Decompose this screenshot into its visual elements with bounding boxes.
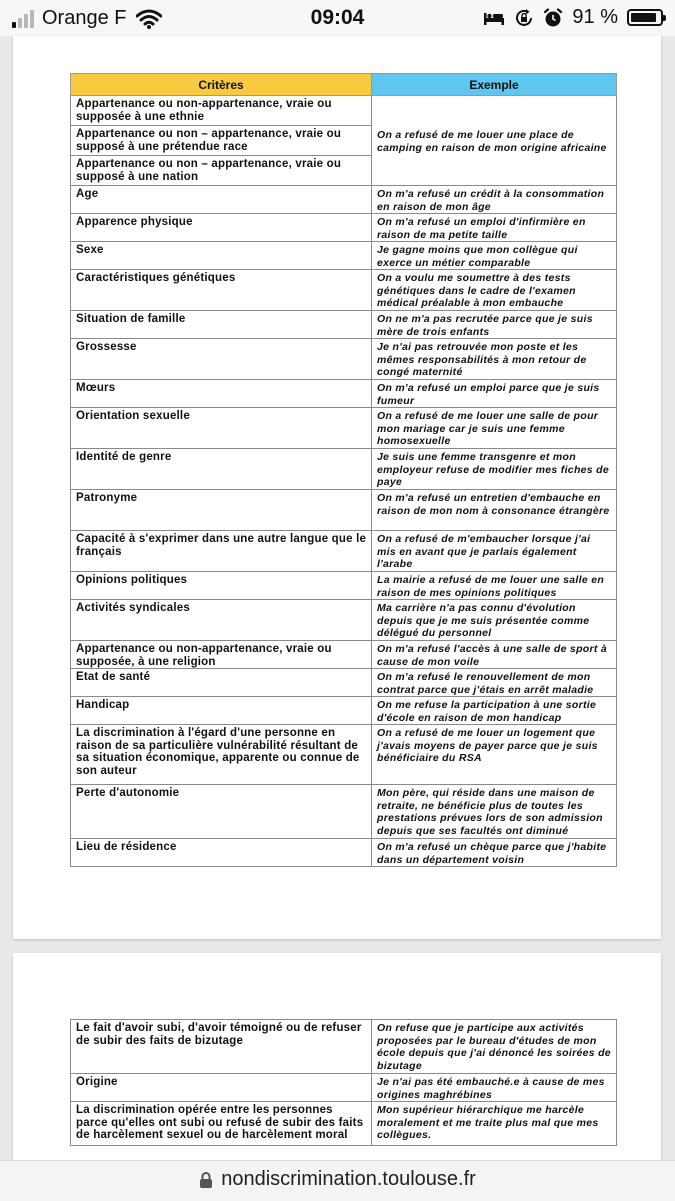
example-cell: On a refusé de me louer un logement que j'avais moyens de payer parce que je suis bénéficiaire du RSA xyxy=(372,725,617,785)
example-cell: On ne m'a pas recrutée parce que je suis mère de trois enfants xyxy=(372,311,617,339)
table-row xyxy=(71,380,617,408)
table-row xyxy=(71,96,617,126)
example-cell: On me refuse la participation à une sortie d'école en raison de mon handicap xyxy=(372,697,617,725)
carrier-name: Orange F xyxy=(42,7,127,29)
criteria-cell: Appartenance ou non-appartenance, vraie ou supposée, à une religion xyxy=(71,641,372,669)
status-clock: 09:04 xyxy=(310,6,365,29)
example-cell: On a refusé de me louer une salle de pour mon mariage car je suis une femme homosexuelle xyxy=(372,408,617,449)
example-cell: On m'a refusé un emploi d'infirmière en raison de ma petite taille xyxy=(372,214,617,242)
table-row xyxy=(71,531,617,572)
table-row xyxy=(71,270,617,311)
table-row xyxy=(71,408,617,449)
status-bar xyxy=(0,0,675,36)
header-criteria: Critères xyxy=(71,74,372,96)
criteria-cell: Mœurs xyxy=(71,380,372,408)
lock-icon xyxy=(199,1171,213,1189)
criteria-cell: Grossesse xyxy=(71,339,372,380)
table-row xyxy=(71,839,617,867)
document-page-1 xyxy=(13,36,661,939)
table-header-row xyxy=(71,74,617,96)
table-row xyxy=(71,725,617,785)
criteria-cell: Appartenance ou non – appartenance, vraie ou supposé à une prétendue race xyxy=(71,126,372,156)
criteria-table xyxy=(70,73,617,867)
table-row xyxy=(71,1020,617,1074)
table-row xyxy=(71,572,617,600)
example-cell: On m'a refusé un emploi parce que je suis fumeur xyxy=(372,380,617,408)
example-cell: La mairie a refusé de me louer une salle en raison de mes opinions politiques xyxy=(372,572,617,600)
criteria-cell: Activités syndicales xyxy=(71,600,372,641)
criteria-cell: Patronyme xyxy=(71,490,372,531)
criteria-cell: Apparence physique xyxy=(71,214,372,242)
criteria-cell: Orientation sexuelle xyxy=(71,408,372,449)
criteria-cell: Sexe xyxy=(71,242,372,270)
alarm-icon xyxy=(543,8,563,28)
rotation-lock-icon xyxy=(514,8,534,28)
example-cell: On a voulu me soumettre à des tests génétiques dans le cadre de l'examen médical préalable à mon embauche xyxy=(372,270,617,311)
criteria-cell: Opinions politiques xyxy=(71,572,372,600)
table-row xyxy=(71,490,617,531)
example-cell: On a refusé de m'embaucher lorsque j'ai mis en avant que je parlais également l'arabe xyxy=(372,531,617,572)
example-cell: Mon supérieur hiérarchique me harcèle moralement et me traite plus mal que mes collègues. xyxy=(372,1102,617,1146)
table-row xyxy=(71,600,617,641)
table-row xyxy=(71,186,617,214)
example-cell: On a refusé de me louer une place de camping en raison de mon origine africaine xyxy=(372,96,617,186)
table-row xyxy=(71,641,617,669)
criteria-cell: Etat de santé xyxy=(71,669,372,697)
table-row xyxy=(71,697,617,725)
criteria-cell: Perte d'autonomie xyxy=(71,785,372,839)
table-row xyxy=(71,242,617,270)
header-example: Exemple xyxy=(372,74,617,96)
table-row xyxy=(71,214,617,242)
criteria-cell: La discrimination opérée entre les personnes parce qu'elles ont subi ou refusé de subir des faits de harcèlement sexuel ou de harcèlement moral xyxy=(71,1102,372,1146)
criteria-cell: Le fait d'avoir subi, d'avoir témoigné ou de refuser de subir des faits de bizutage xyxy=(71,1020,372,1074)
table-row xyxy=(71,1074,617,1102)
criteria-cell: Capacité à s'exprimer dans une autre langue que le français xyxy=(71,531,372,572)
example-cell: Ma carrière n'a pas connu d'évolution depuis que je me suis présentée comme délégué du personnel xyxy=(372,600,617,641)
example-cell: Je suis une femme transgenre et mon employeur refuse de modifier mes fiches de paye xyxy=(372,449,617,490)
criteria-table-continued xyxy=(70,1019,617,1146)
criteria-cell: Situation de famille xyxy=(71,311,372,339)
battery-icon xyxy=(627,9,663,26)
criteria-cell: Age xyxy=(71,186,372,214)
example-cell: On m'a refusé un entretien d'embauche en raison de mon nom à consonance étrangère xyxy=(372,490,617,531)
criteria-cell: Handicap xyxy=(71,697,372,725)
example-cell: On m'a refusé le renouvellement de mon contrat parce que j'étais en arrêt maladie xyxy=(372,669,617,697)
table-row xyxy=(71,669,617,697)
example-cell: On refuse que je participe aux activités proposées par le bureau d'études de mon école depuis que j'ai dénoncé les soirées de bizutage xyxy=(372,1020,617,1074)
example-cell: Je gagne moins que mon collègue qui exerce un métier comparable xyxy=(372,242,617,270)
table-row xyxy=(71,785,617,839)
example-cell: Je n'ai pas été embauché.e à cause de mes origines maghrébines xyxy=(372,1074,617,1102)
criteria-cell: Appartenance ou non-appartenance, vraie ou supposée à une ethnie xyxy=(71,96,372,126)
bed-icon xyxy=(483,10,505,26)
url-text[interactable]: nondiscrimination.toulouse.fr xyxy=(221,1168,476,1190)
criteria-cell: La discrimination à l'égard d'une personne en raison de sa particulière vulnérabilité résultant de sa situation économique, apparente ou connue de son auteur xyxy=(71,725,372,785)
table-row xyxy=(71,311,617,339)
example-cell: On m'a refusé un chèque parce que j'habite dans un département voisin xyxy=(372,839,617,867)
example-cell: Je n'ai pas retrouvée mon poste et les mêmes responsabilités à mon retour de congé maternité xyxy=(372,339,617,380)
document-page-2 xyxy=(13,953,661,1163)
example-cell: On m'a refusé un crédit à la consommation en raison de mon âge xyxy=(372,186,617,214)
criteria-cell: Caractéristiques génétiques xyxy=(71,270,372,311)
battery-percent: 91 % xyxy=(572,6,618,28)
table-row xyxy=(71,449,617,490)
criteria-cell: Origine xyxy=(71,1074,372,1102)
example-cell: On m'a refusé l'accès à une salle de sport à cause de mon voile xyxy=(372,641,617,669)
address-bar[interactable] xyxy=(0,1160,675,1201)
criteria-cell: Appartenance ou non – appartenance, vraie ou supposé à une nation xyxy=(71,156,372,186)
table-row xyxy=(71,1102,617,1146)
criteria-cell: Lieu de résidence xyxy=(71,839,372,867)
table-row xyxy=(71,339,617,380)
example-cell: Mon père, qui réside dans une maison de retraite, ne bénéficie plus de toutes les prestations prévues lors de son admission depuis que ses facultés ont diminué xyxy=(372,785,617,839)
criteria-cell: Identité de genre xyxy=(71,449,372,490)
